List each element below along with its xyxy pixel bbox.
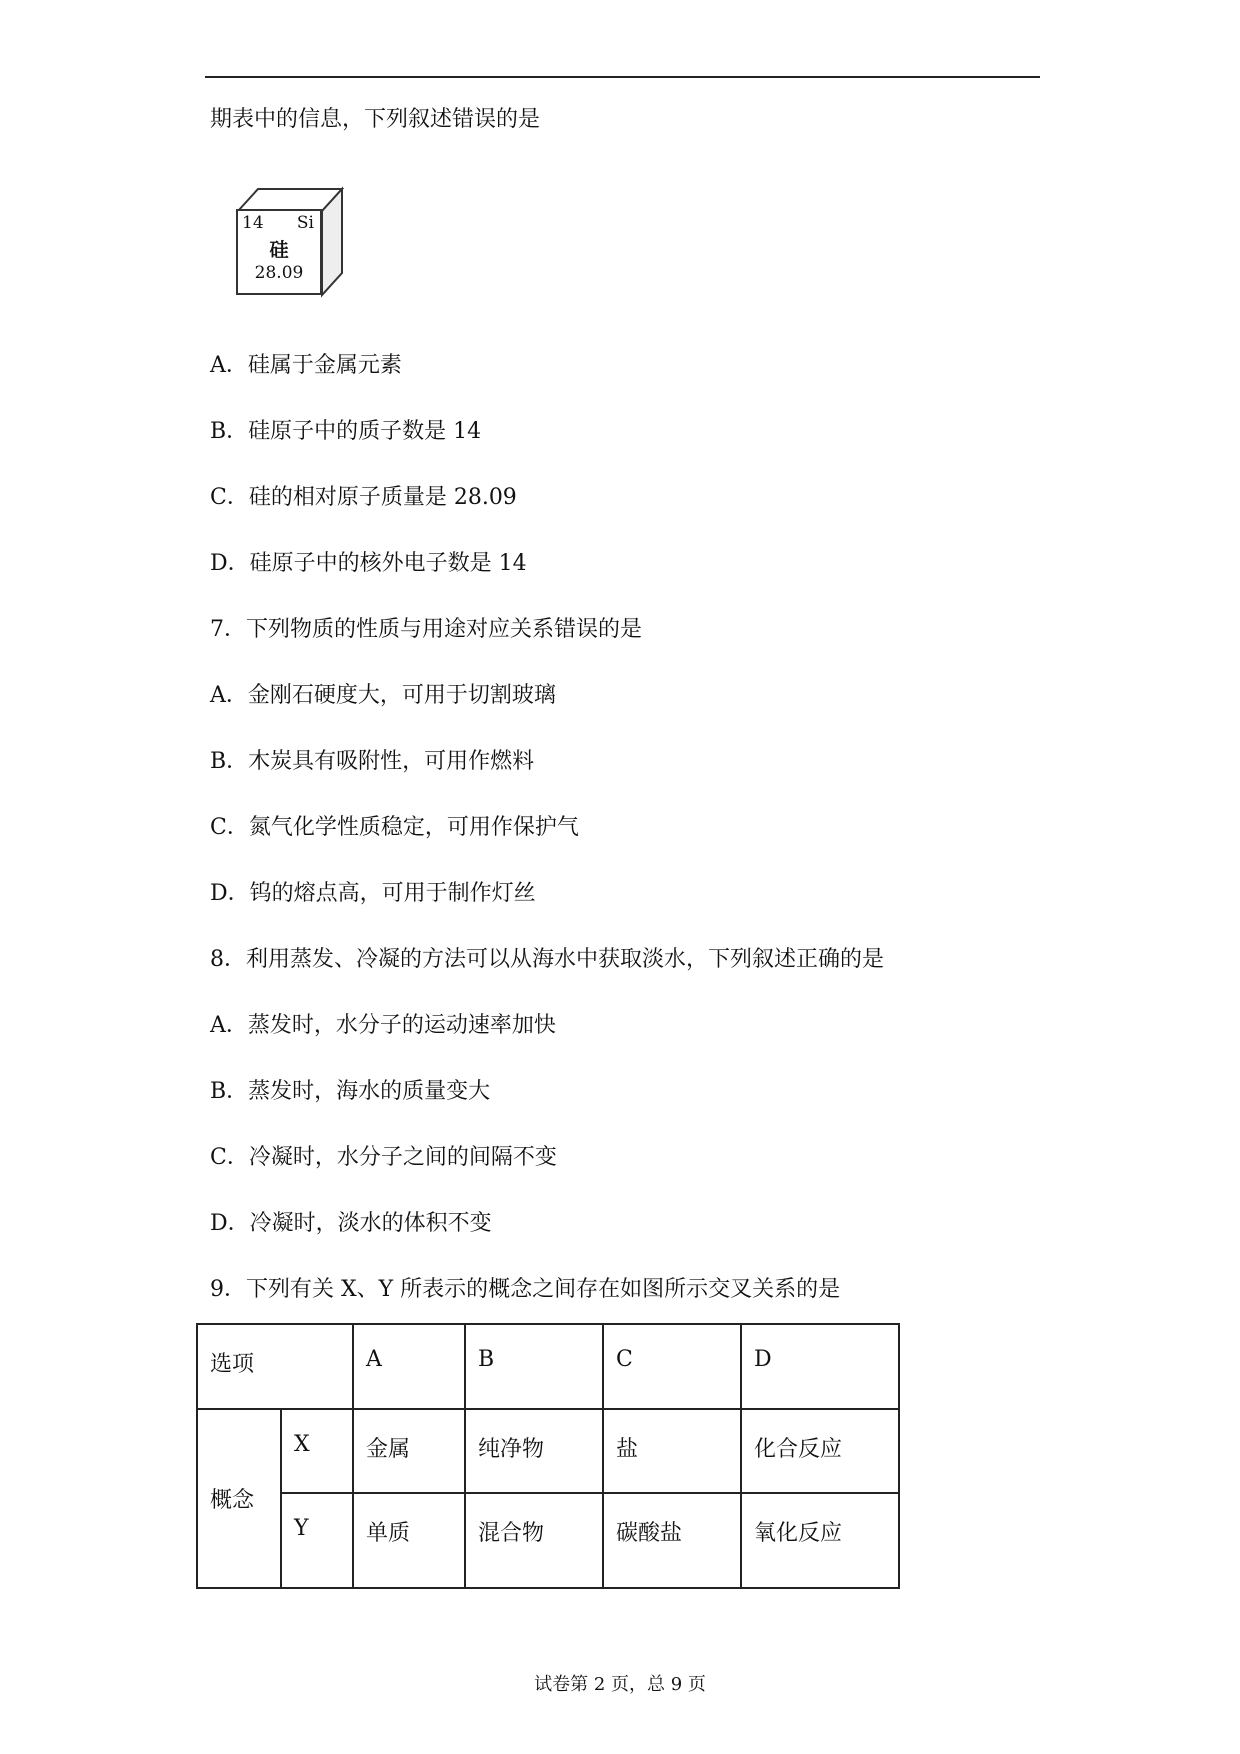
element-name: 硅 [269,239,289,261]
q9-concept-table [196,1323,900,1589]
atomic-number: 14 [242,213,264,233]
question-8-stem: 8．利用蒸发、冷凝的方法可以从海水中获取淡水，下列叙述正确的是 [210,947,884,972]
cell-x-c: 盐 [603,1409,741,1494]
q6-option-b: B．硅原子中的质子数是 14 [210,419,482,444]
table-header-row [197,1324,899,1409]
table-row-x [197,1409,899,1494]
q7-option-d: D．钨的熔点高，可用于制作灯丝 [210,881,536,906]
atomic-mass: 28.09 [254,263,304,283]
column-a-header: A [353,1324,465,1409]
cell-x-b: 纯净物 [465,1409,603,1494]
column-c-header: C [603,1324,741,1409]
q6-option-d: D．硅原子中的核外电子数是 14 [210,551,527,576]
column-b-header: B [465,1324,603,1409]
cell-y-a: 单质 [353,1493,465,1588]
cell-x-a: 金属 [353,1409,465,1494]
element-card-face [236,209,322,295]
q7-option-a: A．金刚石硬度大，可用于切割玻璃 [210,683,556,708]
row-y-label: Y [281,1493,353,1588]
q8-option-a: A．蒸发时，水分子的运动速率加快 [210,1013,556,1038]
concept-group-label: 概念 [197,1409,281,1588]
q8-option-c: C．冷凝时，水分子之间的间隔不变 [210,1145,557,1170]
column-d-header: D [741,1324,899,1409]
q7-option-c: C．氮气化学性质稳定，可用作保护气 [210,815,579,840]
table-row-y [197,1493,899,1588]
cell-y-d: 氧化反应 [741,1493,899,1588]
q8-option-d: D．冷凝时，淡水的体积不变 [210,1211,492,1236]
cell-y-c: 碳酸盐 [603,1493,741,1588]
cell-y-b: 混合物 [465,1493,603,1588]
page-footer: 试卷第 2 页，总 9 页 [534,1674,706,1695]
q6-option-c: C．硅的相对原子质量是 28.09 [210,485,517,510]
silicon-element-card [230,185,345,300]
row-x-label: X [281,1409,353,1494]
q6-option-a: A．硅属于金属元素 [210,353,402,378]
q8-option-b: B．蒸发时，海水的质量变大 [210,1079,491,1104]
element-symbol: Si [296,213,314,233]
question-9-stem: 9．下列有关 X、Y 所表示的概念之间存在如图所示交叉关系的是 [210,1277,841,1302]
header-options-label: 选项 [197,1324,353,1409]
q7-option-b: B．木炭具有吸附性，可用作燃料 [210,749,535,774]
header-rule [205,76,1040,78]
question-7-stem: 7．下列物质的性质与用途对应关系错误的是 [210,617,642,642]
question-6-stem-tail: 期表中的信息，下列叙述错误的是 [210,107,541,132]
cell-x-d: 化合反应 [741,1409,899,1494]
